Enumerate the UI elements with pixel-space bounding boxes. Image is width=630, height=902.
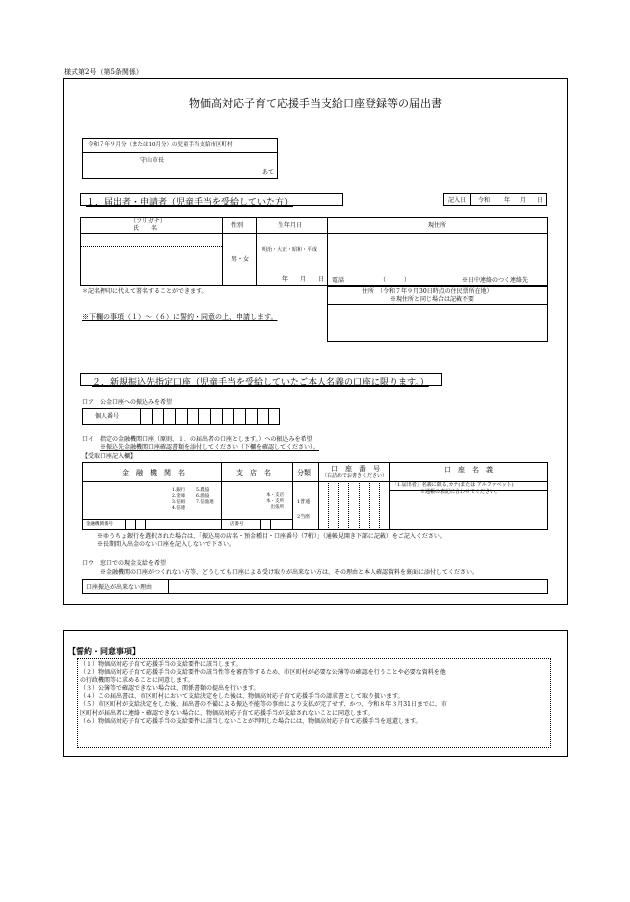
pledge-item: （６）物価高対応子育て応援手当の支給要件に該当しないことが判明した場合には、物価高対応子育て応援手当を返還します。 (80, 717, 422, 725)
section1-heading: １．届出者・申請者（児童手当を受給していた方） (86, 198, 294, 208)
account-no-cell-divider (328, 481, 329, 530)
bank-code-cell-divider (125, 519, 126, 530)
long-unused-note: ※長期間入出金のない口座を記入しないで下さい。 (97, 541, 236, 548)
col-account-no-sub: （右詰めでお書きください） (322, 473, 388, 479)
addressee-ate: あて (262, 169, 275, 176)
seal-note: ＊記名押印に代えて署名することができます。 (82, 288, 208, 295)
pledge-heading: 【誓約・同意事項】 (68, 646, 140, 656)
receipt-label: 【受取口座記入欄】 (82, 453, 137, 460)
date-month: 月 (520, 197, 527, 204)
sex-values: 男・女 (231, 256, 250, 263)
my-number-cell-divider (245, 408, 246, 425)
my-number-cell-divider (198, 408, 199, 425)
option-b-note: ※振込先金融機関口座確認書類を添付してください（下欄を確認してください）。 (100, 444, 320, 451)
account-no-cell-divider (348, 481, 349, 530)
account-no-cell-divider (338, 481, 339, 530)
option-a[interactable]: 口ア 公金口座への振込みを希望 (82, 399, 173, 406)
account-no-cell-divider (379, 481, 380, 530)
branch-code-label: 店番号 (230, 522, 244, 527)
birth-ymd: 年 月 日 (282, 276, 325, 283)
branch-types: 本・支店 本・支所 出張所 (266, 493, 284, 510)
account-name-note1: 「1.届出者」名義に限る,カナ(または アルファベット) (392, 482, 514, 488)
pledge-line: ※下欄の事項（１）～（６）に誓約・同意の上、申請します。 (82, 313, 278, 321)
branch-code-cell-divider (260, 519, 261, 530)
my-number-cell-divider (163, 408, 164, 425)
section2-heading: ２．新規振込先指定口座（児童手当を受給していたご本人名義の口座に限ります。） (92, 378, 429, 388)
mayor-name: 守山市長 (140, 157, 165, 164)
reason-label: 口座振込が出来ない理由 (86, 584, 153, 591)
my-number-cell-divider (257, 408, 258, 425)
phone-parens: （ ） (380, 277, 411, 284)
branch-code-cell-divider (270, 519, 271, 530)
account-type-2[interactable]: 2当座 (297, 514, 311, 520)
date-year: 年 (504, 197, 511, 204)
phone-note: ※日中連絡のつく連絡先 (462, 277, 529, 284)
my-number-cell-divider (187, 408, 188, 425)
my-number-cell-divider (233, 408, 234, 425)
date-label: 記入日 (448, 197, 467, 204)
date-day: 日 (537, 197, 544, 204)
my-number-cell-divider (222, 408, 223, 425)
form-number: 様式第2号（第5条関係） (64, 68, 143, 76)
prev-address-label: 住所 （令和７年９月30日時点の住民票所在地） (362, 288, 493, 295)
option-b[interactable]: 口イ 指定の金融機関口座（原則、１．の届出者の口座とします。）への振込みを希望 (82, 436, 313, 443)
col-address: 現住所 (428, 222, 447, 229)
birth-eras: 明治・大正・昭和・平成 (262, 247, 318, 253)
addressee-line: 令和７年９月分（または10月分）の児童手当支給市区町村 (88, 142, 233, 148)
bank-code-cell-divider (135, 519, 136, 530)
col-type: 分類 (297, 469, 311, 477)
pledge-item: 区町村が届出者に連絡・確認できない場合に、物価高対応子育て応援手当が支給されないことに同意します。 (80, 709, 374, 717)
col-furigana: （フリガナ） (130, 218, 166, 225)
bank-code-label: 金融機関番号 (86, 522, 113, 527)
pledge-item: （２）物価高対応子育て応援手当の支給要件の該当性等を審査等するため、市区町村が必要な公簿等の確認を行うことや必要な資料を他 (80, 669, 446, 677)
pledge-item: （５）市区町村が支給決定をした後、届出書の不備による振込不能等の事由により支払が完了せず、かつ、令和８年３月31日までに、市 (80, 701, 447, 709)
col-birth: 生年月日 (278, 222, 303, 229)
yucho-note: ※ゆうちょ銀行を選択された場合は、「振込用の店名・預金種目・口座番号（7桁）」（通帳見開き下部に記載）をご記入ください。 (97, 533, 446, 540)
bank-types: 1.銀行 2.金庫 3.信組 4.信連 (172, 488, 186, 511)
col-bank: 金 融 機 関 名 (122, 469, 185, 477)
prev-address-note: ※現住所と同じ場合は記載不要 (390, 296, 475, 303)
account-no-cell-divider (359, 481, 360, 530)
pledge-item: （３）公簿等で確認できない場合は、関係書類の提出を行います。 (80, 685, 260, 693)
col-account-no: 口 座 番 号 (331, 465, 380, 473)
pledge-item: （１）物価高対応子育て応援手当の支給要件に該当します。 (80, 661, 242, 668)
pledge-items (80, 661, 447, 726)
phone-label: 電話 (332, 277, 345, 284)
bank-code-cell-divider (145, 519, 146, 530)
my-number-cell-divider (268, 408, 269, 425)
pledge-item: （４）この届出書は、市区町村において支給決定をした後は、物価高対応子育て応援手当の請求書として取り扱います。 (80, 693, 404, 701)
my-number-label: 個人番号 (95, 413, 120, 420)
my-number-cell-divider (210, 408, 211, 425)
account-name-note2: ※通帳の表記に合わせてください。 (420, 489, 501, 495)
my-number-cell-divider (152, 408, 153, 425)
bank-types-2: 5.農協 6.漁協 7.信漁連 (196, 488, 214, 505)
account-type-1[interactable]: 1普通 (297, 499, 311, 505)
my-number-cell-divider (175, 408, 176, 425)
account-no-cell-divider (369, 481, 370, 530)
pledge-item: の行政機関等に求めることに同意します。 (80, 677, 194, 685)
col-sex: 性別 (231, 222, 244, 229)
page-title: 物価高対応子育て応援手当支給口座登録等の届出書 (189, 97, 442, 110)
col-name: 氏 名 (133, 225, 158, 232)
col-account-name: 口 座 名 義 (444, 466, 493, 474)
option-c[interactable]: 口ウ 窓口での現金支給を希望 (82, 560, 167, 567)
option-c-note: ※金融機関の口座がつくれない方等、どうしても口座による受け取りが出来ない方は、その理由と本人確認資料を裏面に添付してください。 (100, 569, 479, 576)
col-branch: 支 店 名 (236, 469, 271, 477)
date-era: 令和 (478, 197, 491, 204)
